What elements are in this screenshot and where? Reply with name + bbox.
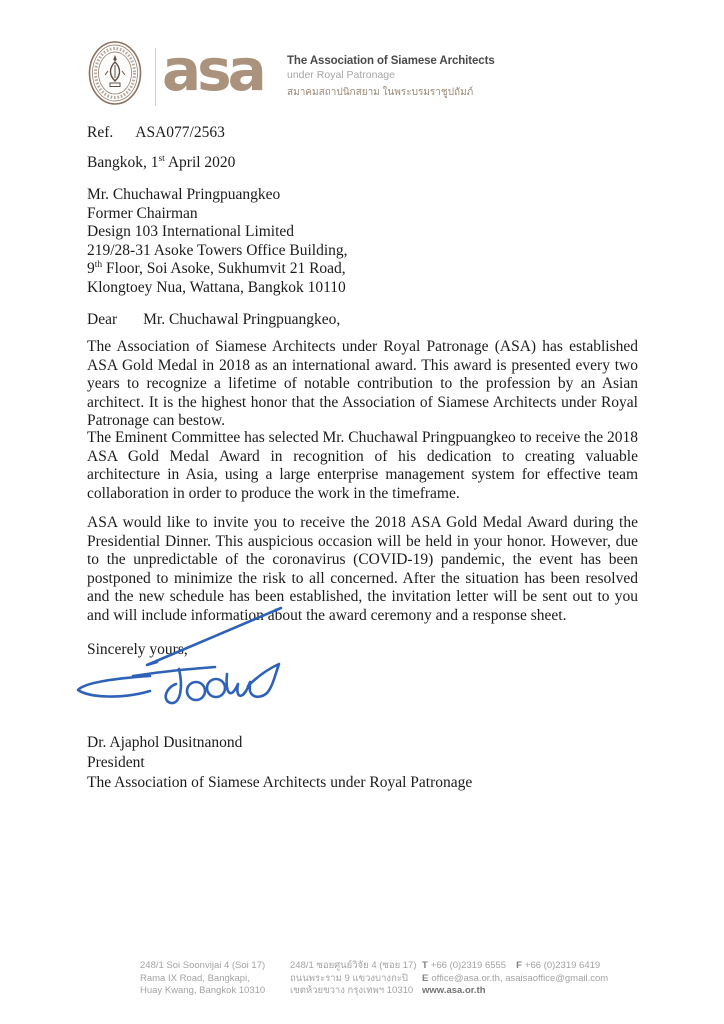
recipient-address-line1: 219/28-31 Asoke Towers Office Building, — [87, 241, 348, 259]
email-label: E — [422, 972, 429, 984]
footer-contact — [422, 960, 608, 998]
ref-number: ASA077/2563 — [135, 124, 225, 141]
ref-line — [87, 124, 225, 143]
recipient-title: Former Chairman — [87, 204, 198, 222]
salutation: Dear Mr. Chuchawal Pringpuangkeo, — [87, 311, 341, 328]
footer-email-line — [422, 973, 608, 986]
org-subtitle-en: under Royal Patronage — [287, 69, 395, 81]
paragraph-1: The Association of Siamese Architects under Royal Patronage (ASA) has established ASA Gold Medal in 2018 as an international award. This award is presented every two years to recognize a lifetime of notable contribution to the profession by an Asian architect. It is the highest honor that the Association of Siamese Architects under Royal Patronage can bestow. — [87, 338, 638, 429]
signature-image — [75, 598, 290, 718]
tel-label: T — [422, 960, 428, 971]
recipient-address — [87, 186, 638, 297]
website-url: www.asa.or.th — [422, 985, 486, 996]
recipient-address-line3: Klongtoey Nua, Wattana, Bangkok 10110 — [87, 278, 346, 296]
footer-phone-line — [422, 960, 608, 973]
closing: Sincerely yours, — [87, 641, 188, 658]
fax-label: F — [516, 960, 522, 971]
email-addresses: office@asa.or.th, asaisaoffice@gmail.com — [431, 972, 609, 984]
footer-address-th: 248/1 ซอยศูนย์วิจัย 4 (ซอย 17) ถนนพระราม 9 แขวงบางกะปิ เขตห้วยขวาง กรุงเทพฯ 10310 — [290, 960, 417, 996]
paragraph-3: ASA would like to invite you to receive the 2018 ASA Gold Medal Award during the Presidential Dinner. This auspicious occasion will be held in your honor. However, due to the unpredictable of the coronavirus (COVID-19) pandemic, the event has been postponed to minimize the risk to all concerned. After the situation has been resolved and the new schedule has been established, the invitation letter will be sent out to you and will include information about the award ceremony and a response sheet. — [87, 514, 638, 624]
header-divider — [155, 48, 156, 106]
signer-org: The Association of Siamese Architects under Royal Patronage — [87, 774, 473, 791]
org-name-th: สมาคมสถาปนิกสยาม ในพระบรมราชูปถัมภ์ — [287, 87, 474, 98]
signer-title: President — [87, 754, 145, 771]
org-identity — [287, 55, 495, 100]
recipient-company: Design 103 International Limited — [87, 223, 295, 240]
signer-block — [87, 733, 472, 793]
footer-address-en: 248/1 Soi Soonvijai 4 (Soi 17) Rama IX Road, Bangkapi, Huay Kwang, Bangkok 10310 — [140, 960, 266, 996]
recipient-address-line2: 9th Floor, Soi Asoke, Sukhumvit 21 Road, — [87, 259, 346, 277]
signer-name: Dr. Ajaphol Dusitnanond — [87, 734, 243, 751]
asa-logo: asa — [162, 36, 263, 104]
date-line: Bangkok, 1st April 2020 — [87, 153, 236, 171]
paragraph-2: The Eminent Committee has selected Mr. Chuchawal Pringpuangkeo to receive the 2018 ASA Gold Medal Award in recognition of his dedication to creating valuable architecture in Asia, using a large enterprise management system for effective team collaboration in order to produce the work in the timeframe. — [87, 429, 638, 502]
ref-label: Ref. — [87, 124, 114, 141]
org-name-en: The Association of Siamese Architects — [287, 55, 495, 67]
tel-number: +66 (0)2319 6555 — [430, 960, 507, 971]
recipient-name: Mr. Chuchawal Pringpuangkeo — [87, 186, 281, 203]
asa-royal-seal-icon — [88, 40, 142, 111]
fax-number: +66 (0)2319 6419 — [524, 960, 601, 971]
